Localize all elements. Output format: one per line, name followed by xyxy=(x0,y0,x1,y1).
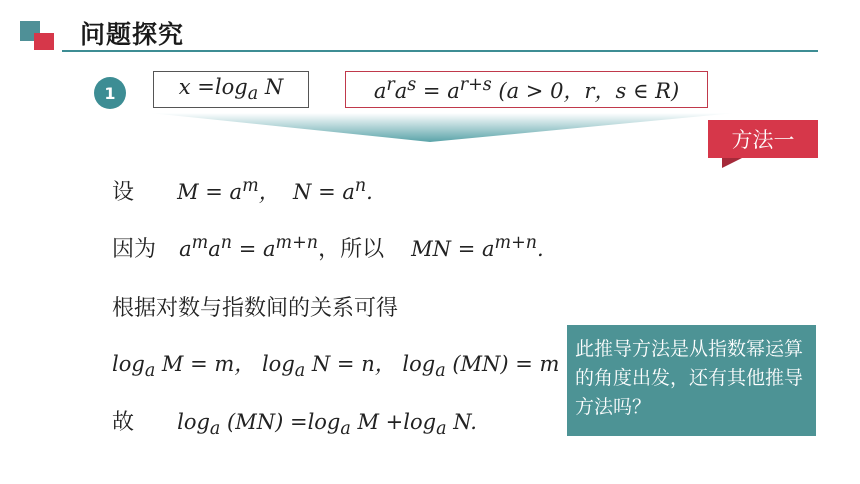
line2-math: $a^ma^n = a^{m+n}$ xyxy=(179,233,319,261)
page-title: 问题探究 xyxy=(80,20,185,49)
derivation-line-5 xyxy=(112,405,477,439)
formula-box-exponent-rule xyxy=(345,71,708,108)
line5-label: 故 xyxy=(112,410,135,435)
derivation-line-2 xyxy=(112,232,544,263)
line1-label: 设 xyxy=(112,180,135,205)
derivation-line-4 xyxy=(112,348,559,381)
line4-math: $\log_a M = m$， $\log_a N = n$， $\log_a (MN) = m$ xyxy=(112,352,560,382)
line5-math: $\log_a (MN) =\log_a$ $M +\log_a$ N. xyxy=(177,410,477,440)
line2-math2: MN = $a^{m+n}$. xyxy=(411,233,544,261)
callout-question: 此推导方法是从指数幂运算的角度出发，还有其他推导方法吗？ xyxy=(567,325,816,436)
line2-connector: ，所以 xyxy=(318,237,385,262)
formula-box-log-definition xyxy=(153,71,309,108)
formula-exponent-rule: $a^ra^s = a^{r+s}$ (a > 0，r，s ∈ R) xyxy=(373,74,680,103)
line1-math: $M = a^m$， $N = a^n$. xyxy=(177,176,373,204)
method-tag-tail xyxy=(722,158,742,170)
line2-label: 因为 xyxy=(112,237,157,262)
derivation-line-1 xyxy=(112,175,373,206)
line3-text: 根据对数与指数间的关系可得 xyxy=(112,296,399,321)
method-one-tag: 方法一 xyxy=(708,120,818,158)
formula-log-definition: $x =\log_a$ N xyxy=(178,74,284,105)
derivation-line-3 xyxy=(112,291,398,322)
step-number-badge: 1 xyxy=(94,77,126,109)
